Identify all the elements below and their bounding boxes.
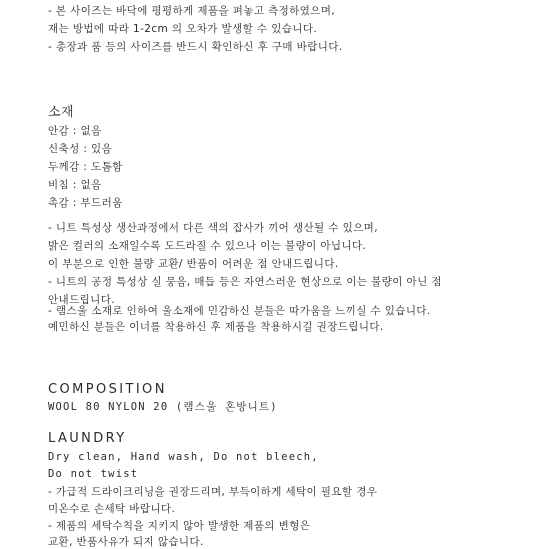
- knit-note-line: 이 부분으로 인한 불량 교환/ 반품이 어려운 점 안내드립니다.: [48, 258, 339, 270]
- knit-note-line: - 램스울 소재로 인하여 울소재에 민감하신 분들은 따가움을 느끼실 수 있습니다.: [48, 305, 431, 317]
- material-item-stretch: 신축성 : 있음: [48, 143, 113, 155]
- knit-note-line: 밝은 컬러의 소재일수록 도드라질 수 있으나 이는 불량이 아닙니다.: [48, 240, 367, 252]
- laundry-line: Dry clean, Hand wash, Do not bleech,: [48, 451, 319, 463]
- laundry-line: 교환, 반품사유가 되지 않습니다.: [48, 536, 204, 548]
- knit-note-line: - 니트 특성상 생산과정에서 다른 색의 잡사가 끼어 생산될 수 있으며,: [48, 222, 378, 234]
- composition-heading: COMPOSITION: [48, 382, 167, 397]
- material-item-thickness: 두께감 : 도톰함: [48, 161, 123, 173]
- knit-note-line: 안내드립니다.: [48, 294, 115, 306]
- knit-note-line: 예민하신 분들은 이너를 착용하신 후 제품을 착용하시길 권장드립니다.: [48, 321, 384, 333]
- size-note-line: - 총장과 품 등의 사이즈를 반드시 확인하신 후 구매 바랍니다.: [48, 41, 343, 53]
- laundry-line: Do not twist: [48, 468, 139, 480]
- laundry-line: - 가급적 드라이크리닝을 권장드리며, 부득이하게 세탁이 필요할 경우: [48, 486, 378, 498]
- knit-note-line: - 니트의 공정 특성상 실 뭉음, 매듭 등은 자연스러운 현상으로 이는 불량이 아닌 점: [48, 276, 442, 288]
- material-item-texture: 촉감 : 부드러움: [48, 197, 123, 209]
- laundry-line: 미온수로 손세탁 바랍니다.: [48, 503, 176, 515]
- material-item-sheerness: 비침 : 없음: [48, 179, 102, 191]
- size-note-line: 재는 방법에 따라 1-2cm 의 오차가 발생할 수 있습니다.: [48, 23, 318, 35]
- size-note-line: - 본 사이즈는 바닥에 평평하게 제품을 펴놓고 측정하였으며,: [48, 5, 336, 17]
- composition-value: WOOL 80 NYLON 20 (램스울 혼방니트): [48, 401, 278, 413]
- material-item-lining: 안감 : 없음: [48, 125, 102, 137]
- laundry-line: - 제품의 세탁수칙을 지키지 않아 발생한 제품의 변형은: [48, 520, 311, 532]
- laundry-heading: LAUNDRY: [48, 431, 127, 446]
- material-heading: 소재: [48, 105, 75, 120]
